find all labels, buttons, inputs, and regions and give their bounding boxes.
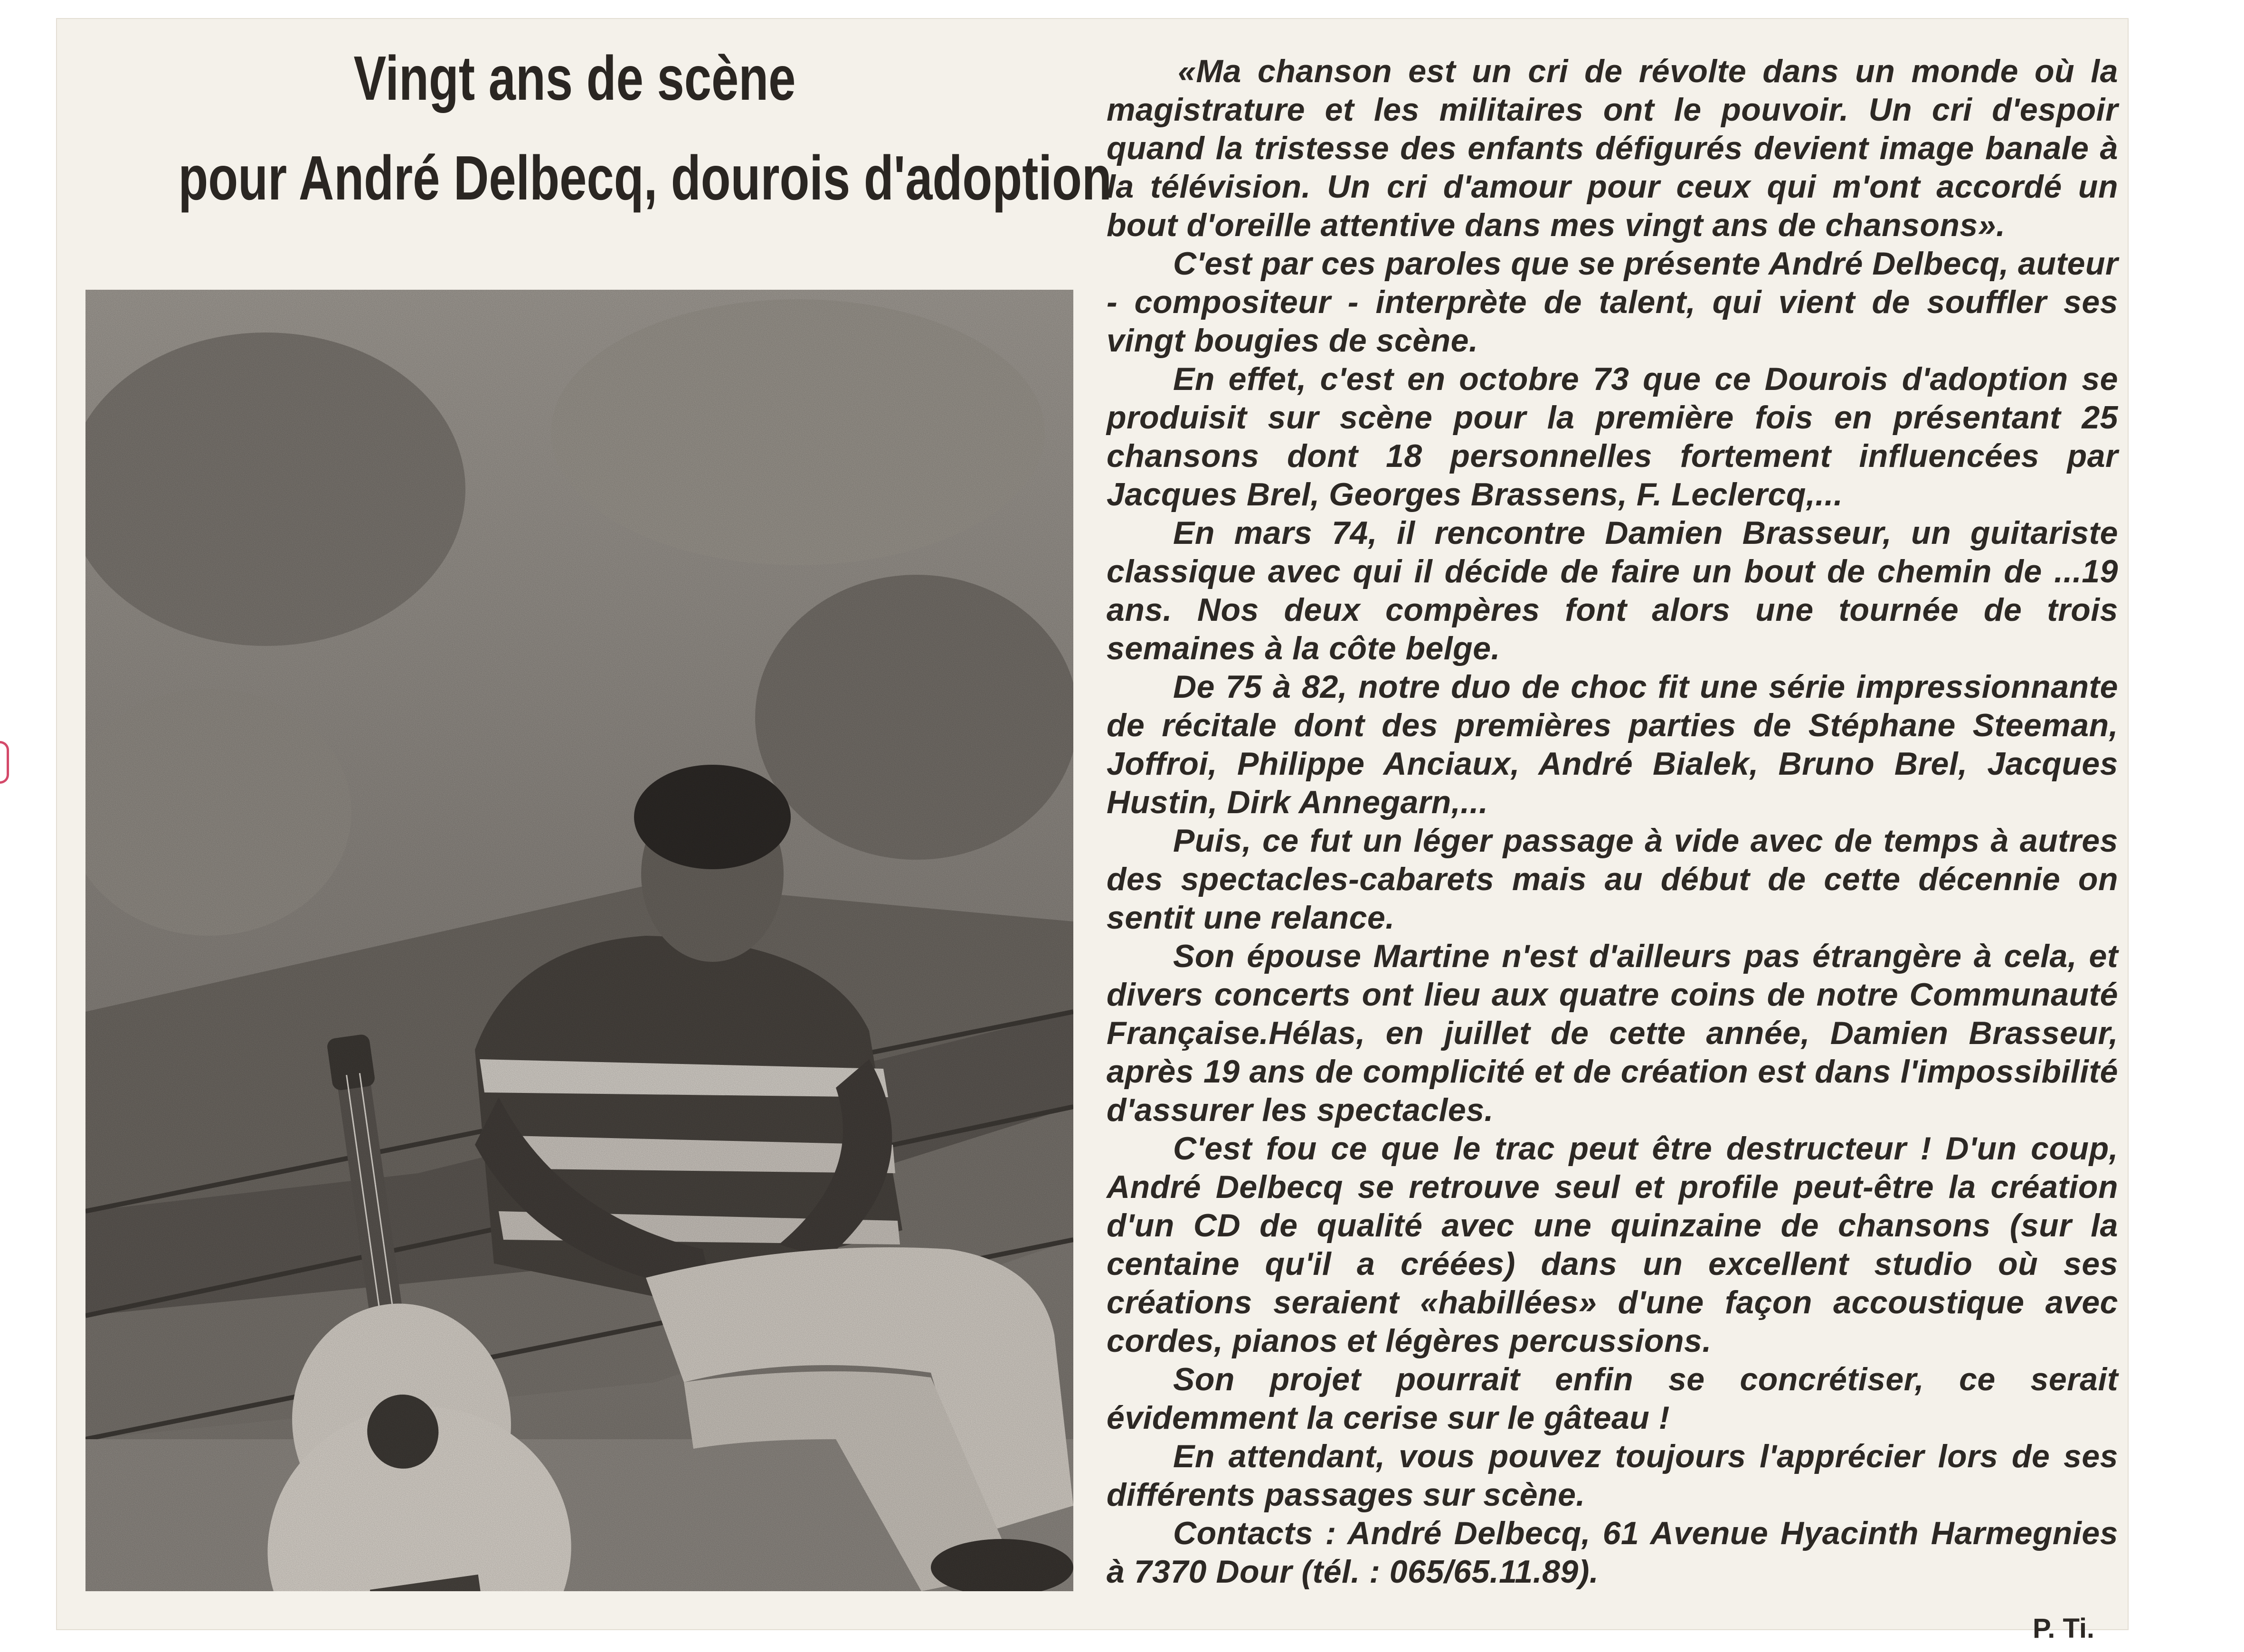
article-paragraph: «Ma chanson est un cri de révolte dans un monde où la magistrature et les militaires ont le pouvoir. Un cri d'espoir quand la tristesse des enfants défigurés devient image banale à la télévision. Un cri d'amour pour ceux qui m'ont accordé un bout d'oreille attentive dans mes vingt ans de chansons». <box>1107 53 2118 243</box>
article-paragraph: En attendant, vous pouvez toujours l'apprécier lors de ses différents passages sur scène. <box>1107 1438 2118 1513</box>
article-body <box>1107 52 2118 1591</box>
man-with-guitar-photo <box>85 290 1073 1591</box>
article-paragraph: Contacts : André Delbecq, 61 Avenue Hyacinth Harmegnies à 7370 Dour (tél. : 065/65.11.89). <box>1107 1515 2118 1590</box>
article-paragraph: Puis, ce fut un léger passage à vide avec de temps à autres des spectacles-cabarets mais au début de cette décennie on sentit une relance. <box>1107 823 2118 936</box>
author-signature: P. Ti. <box>2033 1613 2095 1644</box>
article-paragraph: Son épouse Martine n'est d'ailleurs pas étrangère à cela, et divers concerts ont lieu aux quatre coins de notre Communauté Française.Hélas, en juillet de cette année, Damien Brasseur, après 19 ans de complicité et de création est dans l'impossibilité d'assurer les spectacles. <box>1107 938 2118 1128</box>
article-paragraph: En mars 74, il rencontre Damien Brasseur, un guitariste classique avec qui il décide de faire un bout de chemin de ...19 ans. Nos deux compères font alors une tournée de trois semaines à la côte belge. <box>1107 515 2118 666</box>
headline-line-2: pour André Delbecq, dourois d'adoption <box>178 143 1112 213</box>
ink-mark <box>0 741 9 784</box>
article-paragraph: En effet, c'est en octobre 73 que ce Dourois d'adoption se produisit sur scène pour la première fois en présentant 25 chansons dont 18 personnelles fortement influencées par Jacques Brel, Georges Brassens, F. Leclercq,... <box>1107 361 2118 513</box>
article-paragraph: Son projet pourrait enfin se concrétiser, ce serait évidemment la cerise sur le gâteau ! <box>1107 1361 2118 1436</box>
article-paragraph: C'est par ces paroles que se présente André Delbecq, auteur - compositeur - interprète de talent, qui vient de souffler ses vingt bougies de scène. <box>1107 246 2118 359</box>
article-paragraph: De 75 à 82, notre duo de choc fit une série impressionnante de récitale dont des premières parties de Stéphane Steeman, Joffroi, Philippe Anciaux, André Bialek, Bruno Brel, Jacques Hustin, Dirk Annegarn,... <box>1107 669 2118 820</box>
headline <box>178 28 1112 228</box>
headline-line-1: Vingt ans de scène <box>353 43 796 113</box>
article-paragraph: C'est fou ce que le trac peut être destructeur ! D'un coup, André Delbecq se retrouve seul et profile peut-être la création d'un CD de qualité avec une quinzaine de chansons (sur la centaine qu'il a créées) dans un excellent studio où ses créations seraient «habillées» d'une façon accoustique avec cordes, pianos et légères percussions. <box>1107 1130 2118 1359</box>
